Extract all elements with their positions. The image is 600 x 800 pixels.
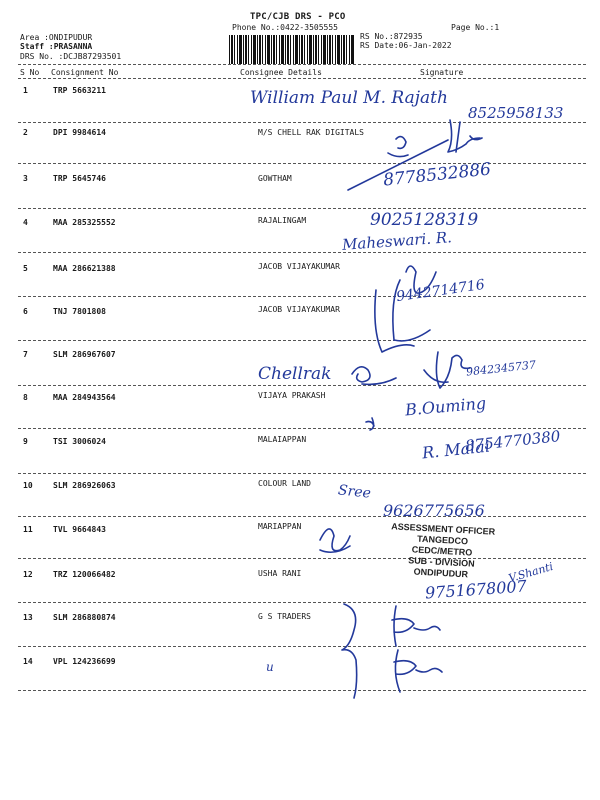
stamp-line: ONDIPUDUR xyxy=(413,566,469,580)
row-consignee: MARIAPPAN xyxy=(258,522,302,531)
col-signature: Signature xyxy=(420,68,464,77)
handwriting-name: Maheswari. R. xyxy=(341,228,453,254)
stamp-line: ASSESSMENT OFFICER xyxy=(390,521,496,537)
phone-number: Phone No.:0422-3505555 xyxy=(232,23,338,32)
row-consignment: TRZ 120066482 xyxy=(53,570,116,579)
handwriting-name: R. Malai xyxy=(421,436,491,463)
handwriting-phone: 9025128319 xyxy=(370,210,479,230)
signature-stroke xyxy=(394,650,442,692)
handwriting-name: V.Shanti xyxy=(507,559,555,586)
signature-stroke xyxy=(342,604,357,698)
col-sno: S No xyxy=(20,68,40,77)
row-sno: 11 xyxy=(23,525,33,534)
row-sno: 13 xyxy=(23,613,33,622)
row-consignee: MALAIAPPAN xyxy=(258,435,307,444)
signature-stroke xyxy=(348,120,480,190)
row-sno: 2 xyxy=(23,128,28,137)
row-consignment: MAA 286621388 xyxy=(53,264,116,273)
area-label: Area :ONDIPUDUR xyxy=(20,33,93,42)
handwriting-name: Sree xyxy=(337,482,372,502)
row-consignee: GOWTHAM xyxy=(258,174,292,183)
row-consignment: DPI 9984614 xyxy=(53,128,106,137)
handwriting-phone: 8525958133 xyxy=(468,104,564,122)
row-consignment: MAA 284943564 xyxy=(53,393,116,402)
row-consignment: SLM 286880874 xyxy=(53,613,116,622)
row-sno: 10 xyxy=(23,481,33,490)
row-sno: 8 xyxy=(23,393,28,402)
handwriting-phone: 9442714716 xyxy=(395,276,486,306)
row-consignment: TRP 5663211 xyxy=(53,86,106,95)
stamp-line: CEDC/METRO xyxy=(411,544,473,558)
signature-stroke xyxy=(393,266,436,341)
row-sno: 6 xyxy=(23,307,28,316)
row-sno: 1 xyxy=(23,86,28,95)
handwriting-name: William Paul M. Rajath xyxy=(250,88,448,108)
row-sno: 5 xyxy=(23,264,28,273)
handwriting-name: B.Ouming xyxy=(404,393,487,420)
page-number: Page No.:1 xyxy=(451,23,500,32)
row-consignee: G S TRADERS xyxy=(258,612,311,621)
signature-stroke xyxy=(352,367,396,385)
row-consignee: COLOUR LAND xyxy=(258,479,311,488)
handwriting-name: Chellrak xyxy=(258,364,332,384)
row-consignment: SLM 286926063 xyxy=(53,481,116,490)
row-consignee: VIJAYA PRAKASH xyxy=(258,391,326,400)
row-sno: 3 xyxy=(23,174,28,183)
drs-number: DRS No. :DCJB87293501 xyxy=(20,52,122,61)
row-consignee: RAJALINGAM xyxy=(258,216,307,225)
row-consignee: M/S CHELL RAK DIGITALS xyxy=(258,128,364,137)
row-consignment: TRP 5645746 xyxy=(53,174,106,183)
stamp-line: TANGEDCO xyxy=(416,533,469,547)
row-sno: 14 xyxy=(23,657,33,666)
handwriting-phone: 8778532886 xyxy=(382,159,492,191)
handwriting-phone: 9626775656 xyxy=(383,501,485,520)
signature-stroke xyxy=(366,418,374,430)
row-consignment: SLM 286967607 xyxy=(53,350,116,359)
row-consignment: VPL 124236699 xyxy=(53,657,116,666)
row-consignment: TVL 9664843 xyxy=(53,525,106,534)
row-sno: 9 xyxy=(23,437,28,446)
col-consignee: Consignee Details xyxy=(240,68,322,77)
row-sno: 4 xyxy=(23,218,28,227)
row-consignment: TSI 3006024 xyxy=(53,437,106,446)
rs-number: RS No.:872935 xyxy=(360,32,423,41)
staff-label: Staff :PRASANNA xyxy=(20,42,93,51)
handwriting-mark: u xyxy=(266,660,274,674)
rs-date: RS Date:06-Jan-2022 xyxy=(360,41,452,50)
row-consignment: TNJ 7801808 xyxy=(53,307,106,316)
handwriting-phone: 8754770380 xyxy=(464,427,562,455)
row-sno: 12 xyxy=(23,570,33,579)
document-title: TPC/CJB DRS - PCO xyxy=(250,12,346,22)
row-sno: 7 xyxy=(23,350,28,359)
signature-stroke xyxy=(392,606,440,646)
handwriting-phone: 9751678007 xyxy=(424,576,528,603)
stamp-line: SUB - DIVISION xyxy=(407,555,475,569)
row-consignee: JACOB VIJAYAKUMAR xyxy=(258,262,340,271)
row-consignee: JACOB VIJAYAKUMAR xyxy=(258,305,340,314)
col-consignment: Consignment No xyxy=(51,68,119,77)
signature-stroke xyxy=(320,529,350,552)
signature-stroke xyxy=(388,137,408,157)
handwriting-phone: 9842345737 xyxy=(465,358,537,379)
row-consignment: MAA 285325552 xyxy=(53,218,116,227)
row-consignee: USHA RANI xyxy=(258,569,302,578)
